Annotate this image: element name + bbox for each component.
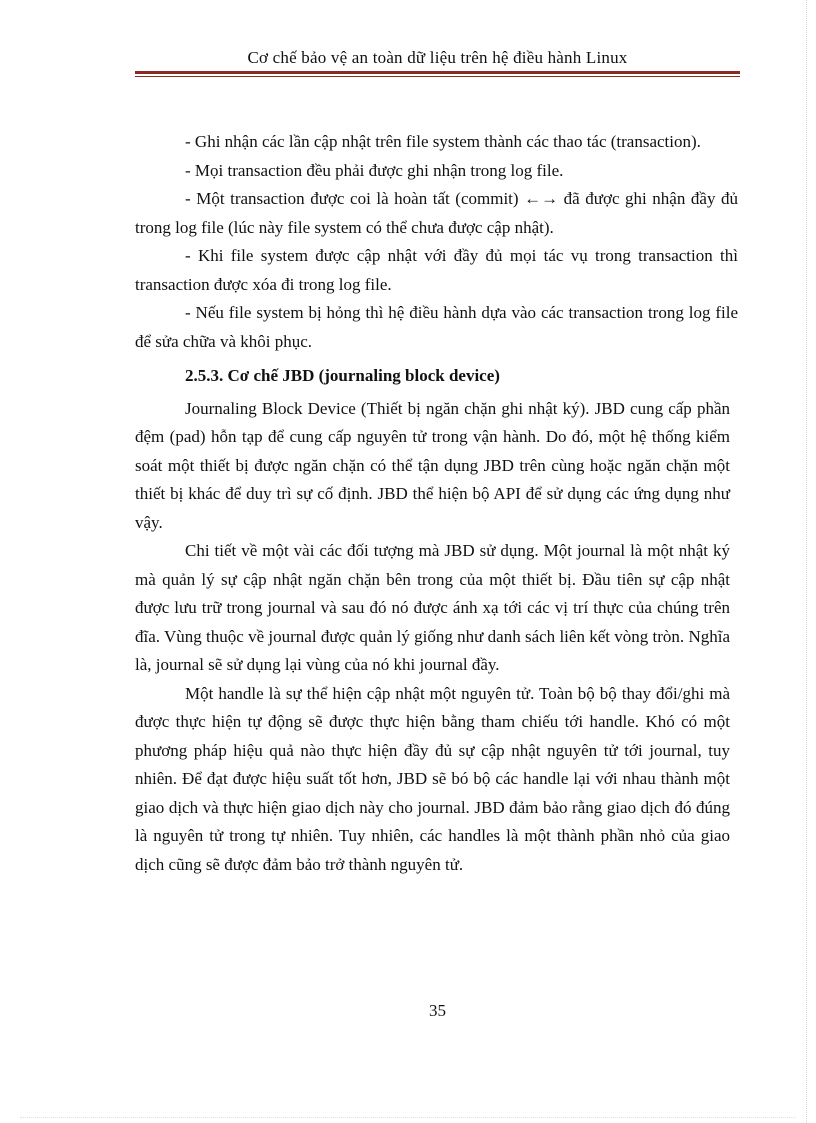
header-rule-thin [135, 76, 740, 77]
page-number: 35 [429, 1001, 446, 1020]
bullet-transaction-removal: - Khi file system được cập nhật với đầy đủ mọi tác vụ trong transaction thì transaction được xóa đi trong log file. [135, 246, 738, 294]
bullet-log-file-record: - Mọi transaction đều phải được ghi nhận trong log file. [185, 160, 564, 180]
bullet-commit-definition: - Một transaction được coi là hoàn tất (commit) ←→ đã được ghi nhận đầy đủ trong log file (lúc này file system có thể chưa được cập nhật). [135, 189, 738, 237]
right-dotted-guide [806, 0, 808, 1123]
section-heading: 2.5.3. Cơ chế JBD (journaling block device) [185, 366, 500, 385]
paragraph-journal-details: Chi tiết về một vài các đối tượng mà JBD sử dụng. Một journal là một nhật ký mà quản lý sự cập nhật ngăn chặn bên trong của một thiết bị. Đầu tiên sự cập nhật được lưu trữ trong journal và sau đó nó được ánh xạ tới các vị trí thực của chúng trên đĩa. Vùng thuộc về journal được quản lý giống như danh sách liên kết vòng tròn. Nghĩa là, journal sẽ sử dụng lại vùng của nó khi journal đầy. [135, 541, 730, 674]
bottom-dotted-guide [20, 1117, 796, 1119]
header-rule-thick [135, 71, 740, 74]
paragraph-handle: Một handle là sự thể hiện cập nhật một nguyên tử. Toàn bộ bộ thay đổi/ghi mà được thực hiện tự động sẽ được thực hiện bằng tham chiếu tới handle. Khó có một phương pháp hiệu quả nào thực hiện đầy đủ sự cập nhật nguyên tử tới journal, tuy nhiên. Để đạt được hiệu suất tốt hơn, JBD sẽ bó bộ các handle lại với nhau thành một giao dịch và thực hiện giao dịch này cho journal. JBD đảm bảo rằng giao dịch đó đúng là nguyên tử trong tự nhiên. Tuy nhiên, các handles là một thành phần nhỏ của giao dịch cũng sẽ được đảm bảo trở thành nguyên tử. [135, 683, 730, 874]
paragraph-jbd-intro: Journaling Block Device (Thiết bị ngăn chặn ghi nhật ký). JBD cung cấp phần đệm (pad) hỗn tạp để cung cấp nguyên tử trong vận hành. Do đó, một hệ thống kiểm soát một thiết bị được ngăn chặn có thể tận dụng JBD trên cùng hoặc ngăn chặn một thiết bị khác để duy trì sự cố định. JBD thể hiện bộ API để sử dụng các ứng dụng như vậy. [135, 398, 730, 532]
bullet-transaction-logging: - Ghi nhận các lần cập nhật trên file system thành các thao tác (transaction). [185, 132, 701, 151]
bullet-recovery: - Nếu file system bị hỏng thì hệ điều hành dựa vào các transaction trong log file để sửa chữa và khôi phục. [135, 303, 738, 351]
running-header: Cơ chế bảo vệ an toàn dữ liệu trên hệ điều hành Linux [247, 48, 628, 67]
page-body [135, 128, 738, 879]
